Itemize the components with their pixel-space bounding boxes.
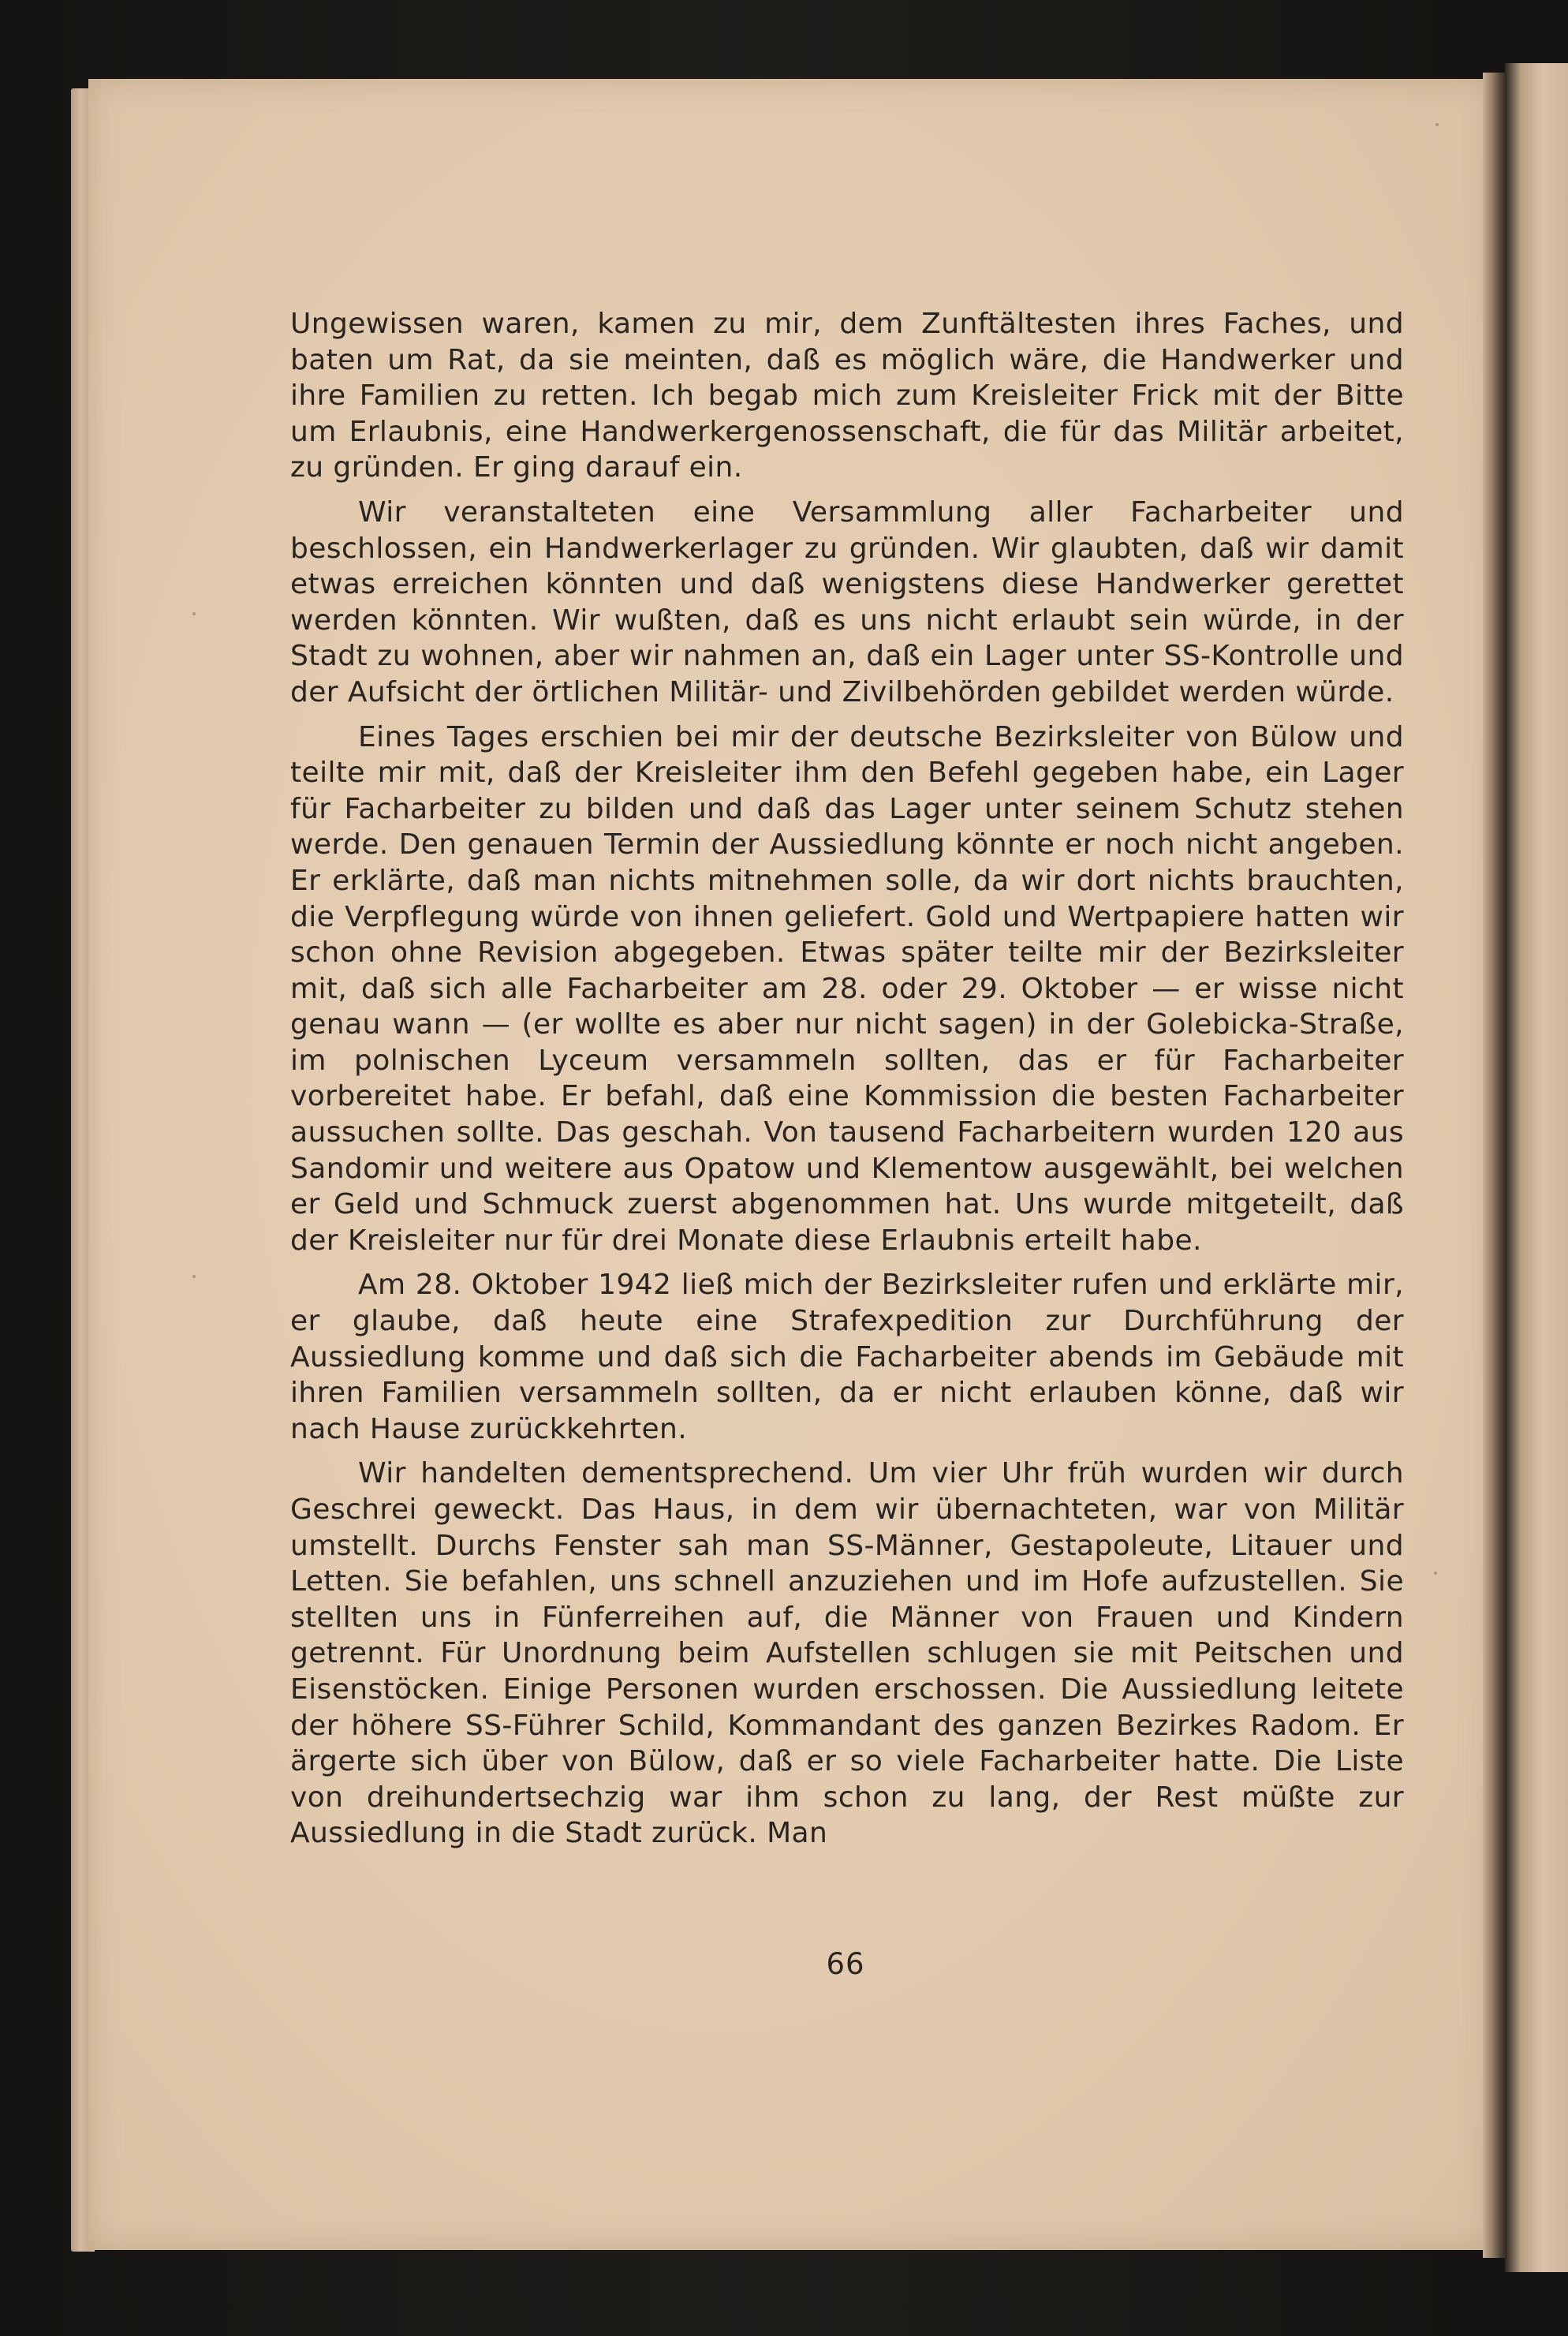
body-text	[290, 306, 1404, 1852]
paragraph: Am 28. Oktober 1942 ließ mich der Bezirksleiter rufen und erklärte mir, er glaube, daß heute eine Strafexpedition zur Durchführung der Aussiedlung komme und daß sich die Facharbeiter abends im Gebäude mit ihren Familien versammeln sollten, da er nicht erlauben könne, daß wir nach Hause zurückkehrten.	[290, 1269, 1404, 1445]
page-number: 66	[826, 1947, 865, 1981]
paper-speck	[192, 612, 196, 615]
paper-speck	[1435, 123, 1439, 126]
book-gutter	[1483, 73, 1506, 2258]
paragraph: Ungewissen waren, kamen zu mir, dem Zunftältesten ihres Faches, und baten um Rat, da sie meinten, daß es möglich wäre, die Handwerker und ihre Familien zu retten. Ich begab mich zum Kreisleiter Frick mit der Bitte um Erlaubnis, eine Handwerkergenossenschaft, die für das Militär arbeitet, zu gründen. Er ging darauf ein.	[290, 308, 1404, 484]
paper-speck	[192, 1275, 196, 1278]
paragraph: Wir veranstalteten eine Versammlung aller Facharbeiter und beschlossen, ein Handwerkerlager zu gründen. Wir glaubten, daß wir damit etwas erreichen könnten und daß wenigstens diese Handwerker gerettet werden könnten. Wir wußten, daß es uns nicht erlaubt sein würde, in der Stadt zu wohnen, aber wir nahmen an, daß ein Lager unter SS-Kontrolle und der Aufsicht der örtlichen Militär- und Zivilbehörden gebildet werden würde.	[290, 495, 1404, 708]
paper-speck	[1434, 1572, 1437, 1575]
adjacent-page-edge	[1505, 63, 1568, 2272]
paragraph: Eines Tages erschien bei mir der deutsche Bezirksleiter von Bülow und teilte mir mit, daß der Kreisleiter ihm den Befehl gegeben habe, ein Lager für Facharbeiter zu bilden und daß das Lager unter seinem Schutz stehen werde. Den genauen Termin der Aussiedlung könnte er noch nicht angeben. Er erklärte, daß man nichts mitnehmen solle, da wir dort nichts brauchten, die Verpflegung würde von ihnen geliefert. Gold und Wertpapiere hatten wir schon ohne Revision abgegeben. Etwas später teilte mir der Bezirksleiter mit, daß sich alle Facharbeiter am 28. oder 29. Oktober — er wisse nicht genau wann — (er wollte es aber nur nicht sagen) in der Golebicka-Straße, im polnischen Lyceum versammeln sollten, das er für Facharbeiter vorbereitet habe. Er befahl, daß eine Kommission die besten Facharbeiter aussuchen sollte. Das geschah. Von tausend Facharbeitern wurden 120 aus Sandomir und weitere aus Opatow und Klementow ausgewählt, bei welchen er Geld und Schmuck zuerst abgenommen hat. Uns wurde mitgeteilt, daß der Kreisleiter nur für drei Monate diese Erlaubnis erteilt habe.	[290, 720, 1404, 1257]
paragraph: Wir handelten dementsprechend. Um vier Uhr früh wurden wir durch Geschrei geweckt. Das Haus, in dem wir übernachteten, war von Militär umstellt. Durchs Fenster sah man SS-Männer, Gestapoleute, Litauer und Letten. Sie befahlen, uns schnell anzuziehen und im Hofe aufzustellen. Sie stellten uns in Fünferreihen auf, die Männer von Frauen und Kindern getrennt. Für Unordnung beim Aufstellen schlugen sie mit Peitschen und Eisenstöcken. Einige Personen wurden erschossen. Die Aussiedlung leitete der höhere SS-Führer Schild, Kommandant des ganzen Bezirkes Radom. Er ärgerte sich über von Bülow, daß er so viele Facharbeiter hatte. Die Liste von dreihundertsechzig war ihm schon zu lang, der Rest müßte zur Aussiedlung in die Stadt zurück. Man	[290, 1457, 1404, 1850]
